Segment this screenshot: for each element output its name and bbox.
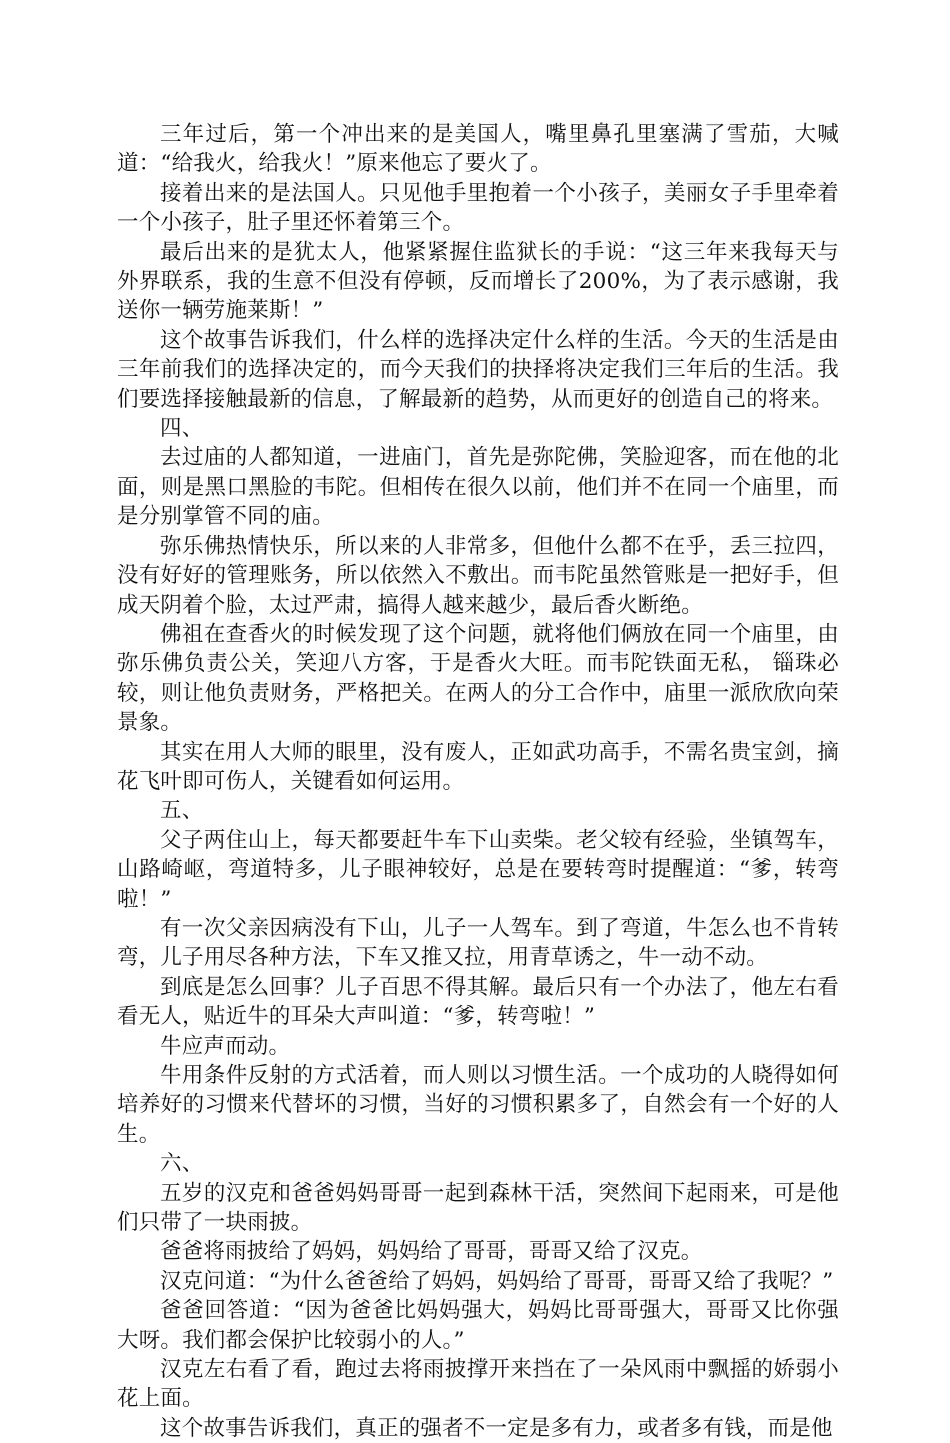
section-heading: 四、 (160, 416, 204, 442)
section-heading: 六、 (160, 1151, 204, 1177)
paragraph: 汉克问道：“为什么爸爸给了妈妈，妈妈给了哥哥，哥哥又给了我呢？” (160, 1268, 834, 1294)
paragraph: 佛祖在查香火的时候发现了这个问题，就将他们俩放在同一个庙里，由弥乐佛负责公关，笑迎八方客，于是香火大旺。而韦陀铁面无私， 锱珠必较，则让他负责财务，严格把关。在两人的分工合作中，庙里一派欣欣向荣景象。 (117, 621, 839, 736)
paragraph: 三年过后，第一个冲出来的是美国人，嘴里鼻孔里塞满了雪茄，大喊道：“给我火，给我火！”原来他忘了要火了。 (117, 122, 839, 177)
paragraph: 牛应声而动。 (160, 1033, 291, 1059)
paragraph: 爸爸将雨披给了妈妈，妈妈给了哥哥，哥哥又给了汉克。 (160, 1239, 703, 1265)
paragraph: 牛用条件反射的方式活着，而人则以习惯生活。一个成功的人晓得如何培养好的习惯来代替坏的习惯，当好的习惯积累多了，自然会有一个好的人生。 (117, 1063, 839, 1147)
paragraph: 最后出来的是犹太人，他紧紧握住监狱长的手说：“这三年来我每天与外界联系，我的生意不但没有停顿，反而增长了200%，为了表示感谢，我送你一辆劳施莱斯！” (117, 239, 839, 324)
paragraph: 去过庙的人都知道，一进庙门，首先是弥陀佛，笑脸迎客，而在他的北面，则是黑口黑脸的韦陀。但相传在很久以前，他们并不在同一个庙里，而是分别掌管不同的庙。 (117, 445, 839, 530)
paragraph: 有一次父亲因病没有下山，儿子一人驾车。到了弯道，牛怎么也不肯转弯，儿子用尽各种方法，下车又推又拉，用青草诱之，牛一动不动。 (117, 915, 839, 971)
paragraph: 其实在用人大师的眼里，没有废人，正如武功高手，不需名贵宝剑，摘花飞叶即可伤人，关键看如何运用。 (117, 739, 839, 794)
section-heading: 五、 (160, 798, 204, 824)
paragraph: 汉克左右看了看，跑过去将雨披撑开来挡在了一朵风雨中飘摇的娇弱小花上面。 (117, 1357, 839, 1412)
paragraph: 父子两住山上，每天都要赶牛车下山卖柴。老父较有经验，坐镇驾车，山路崎岖，弯道特多，儿子眼神较好，总是在要转弯时提醒道：“爹，转弯啦！” (117, 827, 839, 912)
paragraph: 五岁的汉克和爸爸妈妈哥哥一起到森林干活，突然间下起雨来，可是他们只带了一块雨披。 (117, 1180, 839, 1236)
paragraph: 到底是怎么回事？儿子百思不得其解。最后只有一个办法了，他左右看看无人，贴近牛的耳朵大声叫道：“爹，转弯啦！” (117, 974, 839, 1030)
paragraph: 这个故事告诉我们，真正的强者不一定是多有力，或者多有钱，而是他 (160, 1415, 833, 1441)
paragraph: 爸爸回答道：“因为爸爸比妈妈强大，妈妈比哥哥强大，哥哥又比你强大呀。我们都会保护比较弱小的人。” (117, 1298, 839, 1353)
paragraph: 接着出来的是法国人。只见他手里抱着一个小孩子，美丽女子手里牵着一个小孩子，肚子里还怀着第三个。 (117, 180, 839, 236)
document-body (117, 120, 839, 1443)
paragraph: 这个故事告诉我们，什么样的选择决定什么样的生活。今天的生活是由三年前我们的选择决定的，而今天我们的抉择将决定我们三年后的生活。我们要选择接触最新的信息，了解最新的趋势，从而更好的创造自己的将来。 (117, 327, 839, 412)
paragraph: 弥乐佛热情快乐，所以来的人非常多，但他什么都不在乎，丢三拉四，没有好好的管理账务，所以依然入不敷出。而韦陀虽然管账是一把好手，但成天阴着个脸，太过严肃，搞得人越来越少，最后香火断绝。 (117, 533, 839, 618)
